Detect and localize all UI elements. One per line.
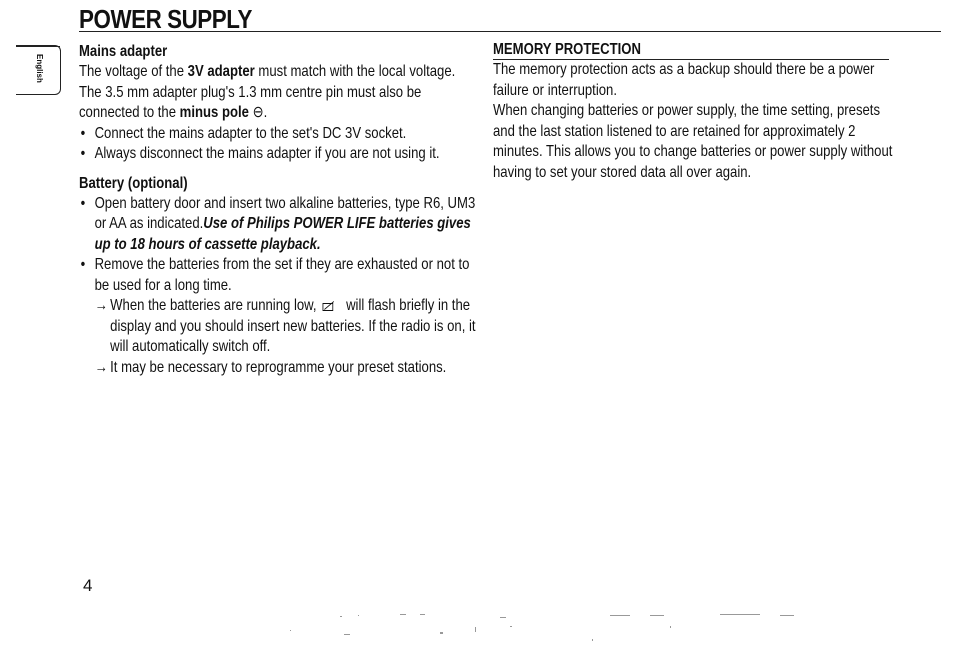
mains-adapter-bullets — [79, 124, 479, 165]
page-title: POWER SUPPLY — [79, 4, 252, 34]
mains-adapter-intro — [79, 62, 479, 124]
battery-bullets — [79, 194, 479, 379]
right-column — [493, 40, 893, 183]
battery-heading: Battery (optional) — [79, 174, 188, 192]
battery-bullet1-emphasis: Use of Philips POWER LIFE batteries gives up to 18 hours of cassette playback. — [94, 215, 471, 253]
list-item — [79, 144, 479, 165]
title-rule — [79, 31, 941, 32]
left-column-content — [79, 42, 479, 378]
list-item — [79, 194, 479, 256]
list-item-text: Connect the mains adapter to the set's DC 3V socket. — [94, 124, 407, 142]
scan-noise — [280, 612, 840, 642]
mains-intro-bold2: minus pole — [179, 104, 249, 121]
bullet-symbol: • — [80, 124, 86, 142]
memory-protection-heading: MEMORY PROTECTION — [493, 41, 641, 58]
mains-adapter-heading: Mains adapter — [79, 43, 168, 60]
battery-note-presets-text: It may be necessary to reprogramme your preset stations. — [110, 358, 447, 376]
arrow-icon: → — [94, 297, 108, 314]
battery-bullet2-text: Remove the batteries from the set if they are exhausted or not to be used for a long time. — [94, 256, 470, 294]
arrow-icon: → — [94, 358, 108, 376]
minus-pole-symbol: ⊖ — [252, 104, 264, 121]
list-item — [79, 124, 479, 145]
memory-protection-para2: When changing batteries or power supply, the time setting, presets and the last station listened to are retained for approximately 2 minutes. This allows you to change batteries or power supply without having to set your stored data all over again. — [493, 102, 893, 181]
battery-bullet1-text: Open battery door and insert two alkaline batteries, type R6, UM3 or AA as indicated. — [94, 194, 476, 232]
mains-intro-bold: 3V adapter — [187, 63, 255, 80]
mains-intro-before: The voltage of the — [79, 63, 188, 80]
section-gap — [79, 165, 479, 174]
list-item-text: Always disconnect the mains adapter if you are not using it. — [94, 145, 440, 162]
battery-note-presets — [95, 358, 480, 379]
language-tab-top-line — [16, 46, 60, 47]
mains-intro-end: . — [263, 104, 268, 121]
memory-protection-para1: The memory protection acts as a backup should there be a power failure or interruption. — [493, 61, 875, 99]
left-column — [79, 42, 479, 378]
battery-note-low-before: When the batteries are running low, — [110, 297, 317, 314]
low-battery-icon — [321, 301, 334, 311]
page-number: 4 — [83, 576, 93, 595]
right-column-content — [493, 40, 893, 183]
bullet-symbol: • — [80, 194, 86, 212]
battery-note-low-after: will flash briefly in the display and you should insert new batteries. If the radio is on, it will automatically switch off. — [110, 297, 476, 355]
language-tab — [16, 45, 61, 95]
language-tab-label: English — [35, 54, 44, 83]
bullet-symbol: • — [80, 145, 86, 162]
battery-note-low — [95, 296, 480, 358]
list-item — [79, 255, 479, 378]
mains-intro-after: must match with the local voltage. The 3.5 mm adapter plug's 1.3 mm centre pin must also be connected to the — [79, 63, 456, 121]
bullet-symbol: • — [80, 256, 86, 273]
